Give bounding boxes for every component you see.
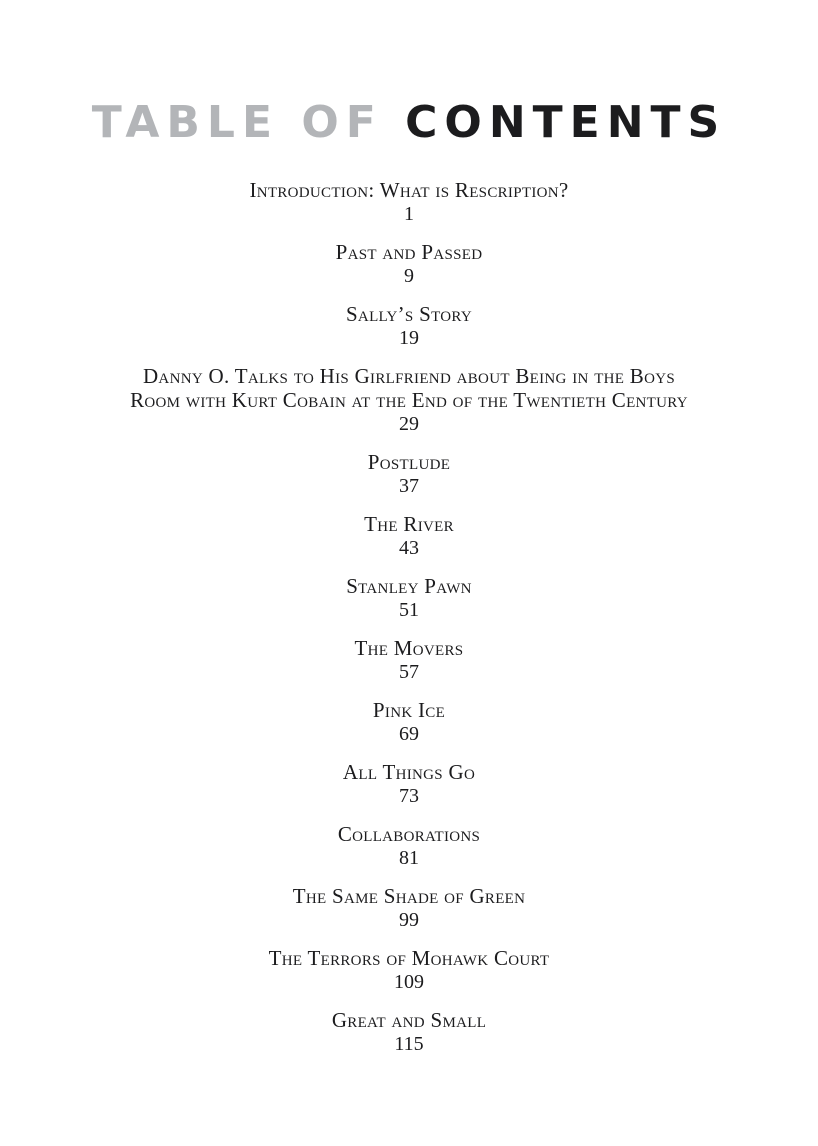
- toc-entry-page: 99: [399, 909, 419, 931]
- toc-entry-page: 37: [399, 475, 419, 497]
- toc-entry: [0, 760, 818, 808]
- toc-entry-page: 1: [404, 203, 414, 225]
- toc-entry: [0, 636, 818, 684]
- toc-entry-title: Introduction: What is Rescription?: [249, 178, 569, 202]
- toc-entry: [0, 822, 818, 870]
- toc-entry-title: Past and Passed: [335, 240, 483, 264]
- toc-entry-page: 81: [399, 847, 419, 869]
- toc-entry: [0, 698, 818, 746]
- toc-entry-page: 57: [399, 661, 419, 683]
- toc-entry-title: All Things Go: [342, 760, 476, 784]
- toc-entry: [0, 302, 818, 350]
- toc-entry-page: 43: [399, 537, 419, 559]
- toc-entry: [0, 884, 818, 932]
- toc-entry: [0, 450, 818, 498]
- toc-entry-title: The River: [364, 512, 454, 536]
- page-title-dark: CONTENTS: [405, 97, 727, 148]
- toc-entry-page: 19: [399, 327, 419, 349]
- toc-entry-page: 109: [394, 971, 424, 993]
- toc-entry: [0, 240, 818, 288]
- toc-entry-page: 9: [404, 265, 414, 287]
- toc-entry-title: Collaborations: [337, 822, 481, 846]
- toc-entry-title: Sally’s Story: [345, 302, 473, 326]
- toc-entry-title-line-2: Room with Kurt Cobain at the End of the Twentieth Century: [130, 388, 688, 412]
- toc-entry: [0, 364, 818, 436]
- page-title-light: TABLE OF: [91, 97, 383, 148]
- toc-entry-page: 73: [399, 785, 419, 807]
- toc-entry-title: Stanley Pawn: [346, 574, 472, 598]
- toc-entry-title: Pink Ice: [372, 698, 446, 722]
- toc-entry-title: The Movers: [354, 636, 464, 660]
- toc-entry-title: Great and Small: [331, 1008, 487, 1032]
- toc-entry-page: 115: [394, 1033, 424, 1055]
- toc-entry-page: 29: [399, 413, 419, 435]
- toc-entry: [0, 1008, 818, 1056]
- toc-entry-title-line-1: Danny O. Talks to His Girlfriend about Being in the Boys: [142, 364, 676, 388]
- toc-entry: [0, 512, 818, 560]
- toc-entry: [0, 574, 818, 622]
- toc-entry-title: The Terrors of Mohawk Court: [268, 946, 550, 970]
- toc-entry-title: Postlude: [367, 450, 451, 474]
- toc-entry: [0, 178, 818, 226]
- page-title: [0, 96, 818, 150]
- toc-entry-page: 69: [399, 723, 419, 745]
- toc-entry-page: 51: [399, 599, 419, 621]
- toc-entry: [0, 946, 818, 994]
- toc-entry-title: The Same Shade of Green: [292, 884, 526, 908]
- table-of-contents: [0, 178, 818, 1070]
